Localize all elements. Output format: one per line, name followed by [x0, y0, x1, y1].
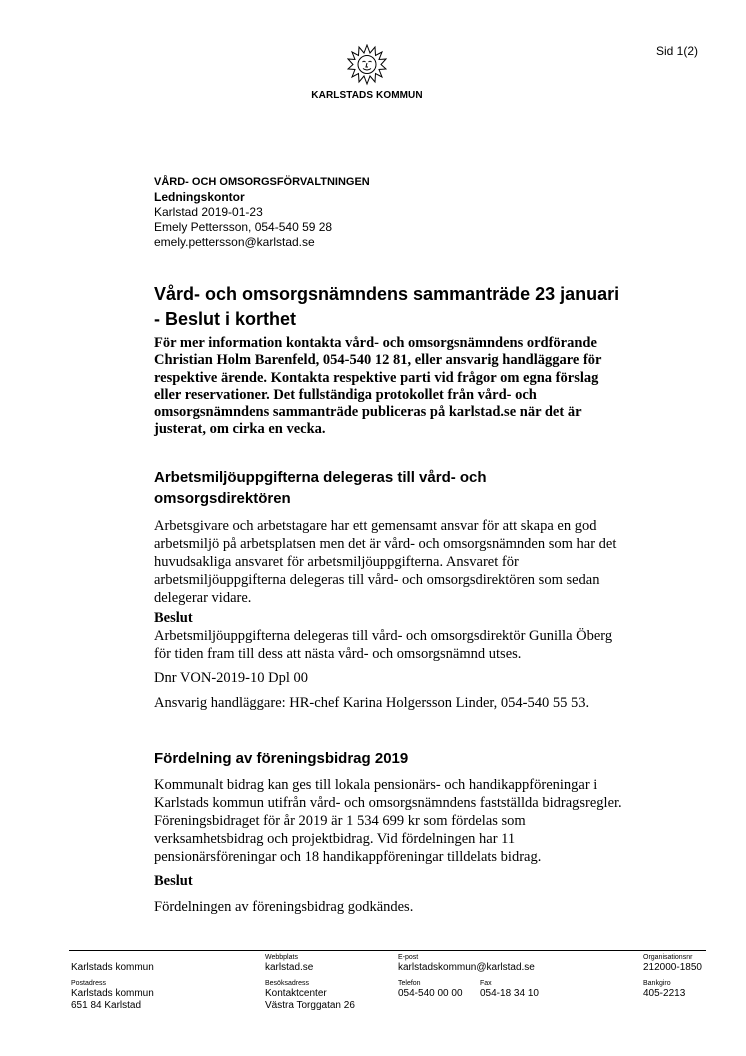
footer-web: Webbplats karlstad.se — [265, 954, 314, 973]
footer-email-link[interactable]: karlstadskommun@karlstad.se — [398, 962, 535, 973]
contact-person: Emely Pettersson, 054-540 59 28 — [154, 220, 333, 234]
section-title: Fördelning av föreningsbidrag 2019 — [154, 750, 409, 767]
document-title: Vård- och omsorgsnämndens sammanträde 23 januari - Beslut i korthet — [154, 284, 620, 329]
footer-name: Karlstads kommun — [71, 962, 154, 973]
footer-web-link[interactable]: karlstad.se — [265, 962, 314, 973]
footer-org-number: Organisationsnr 212000-1850 — [643, 954, 702, 973]
decision-text: Arbetsmiljöuppgifterna delegeras till vård- och omsorgsdirektör Gunilla Öberg för tiden fram till dess att nästa vård- och omsorgsnämnd utses. — [154, 628, 613, 662]
footer-fax: Fax 054-18 34 10 — [480, 980, 539, 999]
decision-label: Beslut — [154, 873, 193, 889]
footer-bankgiro: Bankgiro 405-2213 — [643, 980, 686, 999]
contact-email: emely.pettersson@karlstad.se — [154, 235, 315, 249]
decision-label: Beslut — [154, 610, 193, 626]
intro-paragraph: För mer information kontakta vård- och omsorgsnämndens ordförande Christian Holm Barenfeld, 054-540 12 81, eller ansvarig handläggare för respektive ärende. Kontakta respektive parti vid frågor om egna förslag eller reservationer. Det fullständiga protokollet från vård- och omsorgsnämndens sammanträde publiceras på karlstad.se när det är justerat, om cirka en vecka. — [154, 335, 602, 438]
footer-postal-address: Postadress Karlstads kommun 651 84 Karlstad — [71, 980, 154, 1011]
page-number: Sid 1(2) — [656, 44, 699, 58]
sun-face-icon — [347, 44, 387, 86]
footer-phone: Telefon 054-540 00 00 — [398, 980, 463, 999]
department-name: VÅRD- OCH OMSORGSFÖRVALTNINGEN — [154, 176, 370, 188]
footer-divider — [69, 950, 706, 951]
footer-visit-address: Besöksadress Kontaktcenter Västra Torggatan 26 — [265, 980, 355, 1011]
footer-email: E-post karlstadskommun@karlstad.se — [398, 954, 535, 973]
place-date: Karlstad 2019-01-23 — [154, 205, 263, 219]
section-title: Arbetsmiljöuppgifterna delegeras till vård- och omsorgsdirektören — [154, 469, 487, 507]
responsible-officer: Ansvarig handläggare: HR-chef Karina Holgersson Linder, 054-540 55 53. — [154, 695, 590, 711]
office-name: Ledningskontor — [154, 190, 245, 204]
case-number: Dnr VON-2019-10 Dpl 00 — [154, 670, 308, 686]
section-body: Arbetsgivare och arbetstagare har ett gemensamt ansvar för att skapa en god arbetsmiljö på arbetsplatsen men det är vård- och omsorgsnämnden som har det huvudsakliga ansvaret för arbetsmiljöuppgifterna. Ansvaret för arbetsmiljöuppgifterna delegeras till vård- och omsorgsdirektören som sedan delegerar vidare. — [154, 518, 617, 606]
logo-text: KARLSTADS KOMMUN — [311, 90, 423, 101]
municipality-logo — [300, 44, 434, 101]
sender-block — [154, 175, 370, 250]
decision-text: Fördelningen av föreningsbidrag godkändes. — [154, 899, 414, 915]
section-body: Kommunalt bidrag kan ges till lokala pensionärs- och handikappföreningar i Karlstads kommun utifrån vård- och omsorgsnämndens fastställda bidragsregler. Föreningsbidraget för år 2019 är 1 534 699 kr som fördelas som verksamhetsbidrag och projektbidrag. Vid fördelningen har 11 pensionärsföreningar och 18 handikappföreningar tilldelats bidrag. — [154, 777, 622, 865]
